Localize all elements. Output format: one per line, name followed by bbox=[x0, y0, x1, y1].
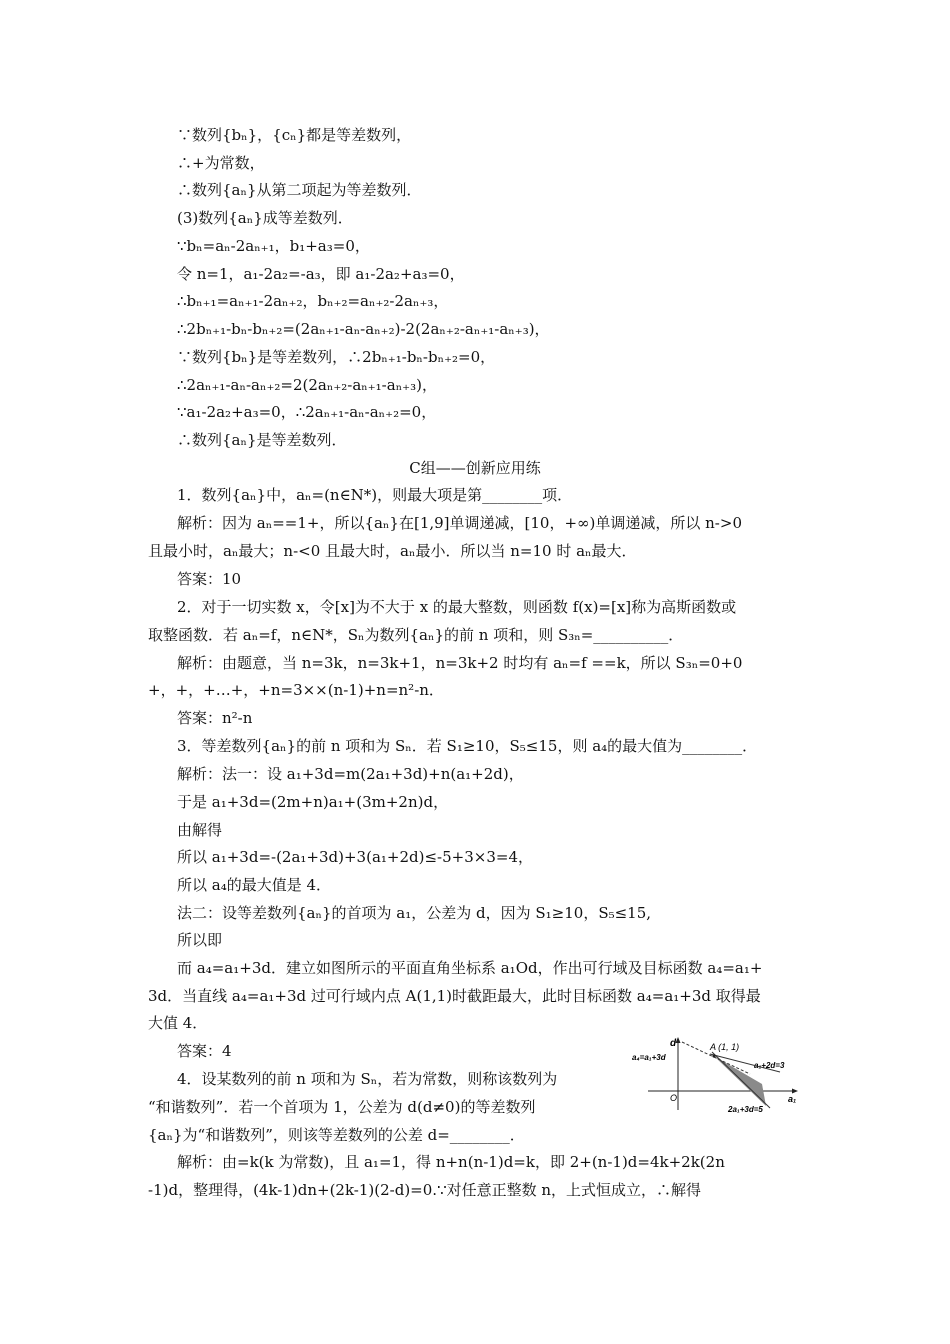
text-line: ∵数列{bₙ}是等差数列，∴2bₙ₊₁-bₙ-bₙ₊₂=0， bbox=[177, 348, 496, 366]
question-2: 2．对于一切实数 x，令[x]为不大于 x 的最大整数，则函数 f(x)=[x]称为高斯函数或 bbox=[177, 598, 737, 616]
axis-label-a1: a₁ bbox=[788, 1094, 797, 1104]
y-axis-arrow bbox=[676, 1037, 681, 1043]
text-line: 且最小时，aₙ最大；n-<0 且最大时，aₙ最小．所以当 n=10 时 aₙ最大． bbox=[148, 542, 637, 560]
origin-label: O bbox=[670, 1093, 678, 1103]
text-line: 而 a₄=a₁+3d．建立如图所示的平面直角坐标系 a₁Od，作出可行域及目标函数 a₄=a₁+ bbox=[177, 959, 763, 977]
x-axis-arrow bbox=[792, 1089, 798, 1094]
text-line: 所以 a₄的最大值是 4． bbox=[177, 876, 332, 894]
section-heading: C组——创新应用练 bbox=[409, 459, 541, 477]
text-line: 解析：法一：设 a₁+3d=m(2a₁+3d)+n(a₁+2d)， bbox=[177, 765, 524, 783]
text-line: ∵a₁-2a₂+a₃=0，∴2aₙ₊₁-aₙ-aₙ₊₂=0， bbox=[177, 403, 437, 421]
line-2a1-3d-5-label: 2a₁+3d=5 bbox=[728, 1105, 763, 1114]
text-line: -1)d，整理得，(4k-1)dn+(2k-1)(2-d)=0.∵对任意正整数 n，上式恒成立，∴解得 bbox=[148, 1181, 702, 1199]
text-line: +，+，+…+，+n=3××(n-1)+n=n²-n． bbox=[148, 681, 444, 699]
text-line: 于是 a₁+3d=(2m+n)a₁+(3m+2n)d， bbox=[177, 793, 449, 811]
text-line: 大值 4． bbox=[148, 1014, 208, 1032]
text-line: 3d．当直线 a₄=a₁+3d 过可行域内点 A(1,1)时截距最大，此时目标函数 a₄=a₁+3d 取得最 bbox=[148, 987, 761, 1005]
text-line: ∴bₙ₊₁=aₙ₊₁-2aₙ₊₂，bₙ₊₂=aₙ₊₂-2aₙ₊₃， bbox=[177, 292, 449, 310]
text-line: ∵bₙ=aₙ-2aₙ₊₁，b₁+a₃=0， bbox=[177, 237, 370, 255]
point-a bbox=[712, 1054, 715, 1057]
text-line: ∴2aₙ₊₁-aₙ-aₙ₊₂=2(2aₙ₊₂-aₙ₊₁-aₙ₊₃)， bbox=[177, 376, 437, 394]
answer-line: 答案：n²-n bbox=[177, 709, 253, 727]
text-line: ∴数列{aₙ}是等差数列． bbox=[177, 431, 347, 449]
text-line: 解析：由题意，当 n=3k，n=3k+1，n=3k+2 时均有 aₙ=f ==k，所以 S₃ₙ=0+0 bbox=[177, 654, 743, 672]
text-line: {aₙ}为“和谐数列”，则该等差数列的公差 d=________． bbox=[148, 1126, 525, 1144]
text-line: 解析：因为 aₙ==1+，所以{aₙ}在[1,9]单调递减，[10，+∞)单调递减，所以 n->0 bbox=[177, 514, 742, 532]
text-line: ∵数列{bₙ}，{cₙ}都是等差数列， bbox=[177, 126, 412, 144]
text-line: 解析：由=k(k 为常数)，且 a₁=1，得 n+n(n-1)d=k，即 2+(n-1)d=4k+2k(2n bbox=[177, 1153, 725, 1171]
objective-line-label: a₄=a₁+3d bbox=[632, 1053, 666, 1062]
text-line: 法二：设等差数列{aₙ}的首项为 a₁，公差为 d，因为 S₁≥10，S₅≤15, bbox=[177, 904, 652, 922]
text-line: (3)数列{aₙ}成等差数列． bbox=[177, 209, 353, 227]
text-line: 令 n=1，a₁-2a₂=-a₃，即 a₁-2a₂+a₃=0， bbox=[177, 265, 465, 283]
question-3: 3．等差数列{aₙ}的前 n 项和为 Sₙ．若 S₁≥10，S₅≤15，则 a₄的最大值为________． bbox=[177, 737, 758, 755]
axis-label-d: d bbox=[670, 1038, 677, 1049]
point-a-label: A (1, 1) bbox=[710, 1042, 740, 1052]
text-line: “和谐数列”．若一个首项为 1，公差为 d(d≠0)的等差数列 bbox=[148, 1098, 536, 1116]
text-line: 所以即 bbox=[177, 931, 223, 949]
text-line: 由解得 bbox=[177, 821, 223, 839]
feasible-region-figure bbox=[630, 1034, 802, 1114]
text-line: ∴数列{aₙ}从第二项起为等差数列． bbox=[177, 181, 422, 199]
text-line: ∴+为常数， bbox=[177, 154, 265, 172]
question-1: 1．数列{aₙ}中，aₙ=(n∈N*)，则最大项是第________项． bbox=[177, 486, 573, 504]
question-4: 4．设某数列的前 n 项和为 Sₙ，若为常数，则称该数列为 bbox=[177, 1070, 558, 1088]
answer-line: 答案：10 bbox=[177, 570, 242, 588]
text-line: ∴2bₙ₊₁-bₙ-bₙ₊₂=(2aₙ₊₁-aₙ-aₙ₊₂)-2(2aₙ₊₂-aₙ₊₁-aₙ₊₃)， bbox=[177, 320, 550, 338]
text-line: 所以 a₁+3d=-(2a₁+3d)+3(a₁+2d)≤-5+3×3=4， bbox=[177, 848, 533, 866]
line-a1-2d-3-label: a₁+2d=3 bbox=[754, 1061, 785, 1070]
text-line: 取整函数．若 aₙ=f，n∈N*，Sₙ为数列{aₙ}的前 n 项和，则 S₃ₙ=__________． bbox=[148, 626, 684, 644]
answer-line: 答案：4 bbox=[177, 1042, 232, 1060]
